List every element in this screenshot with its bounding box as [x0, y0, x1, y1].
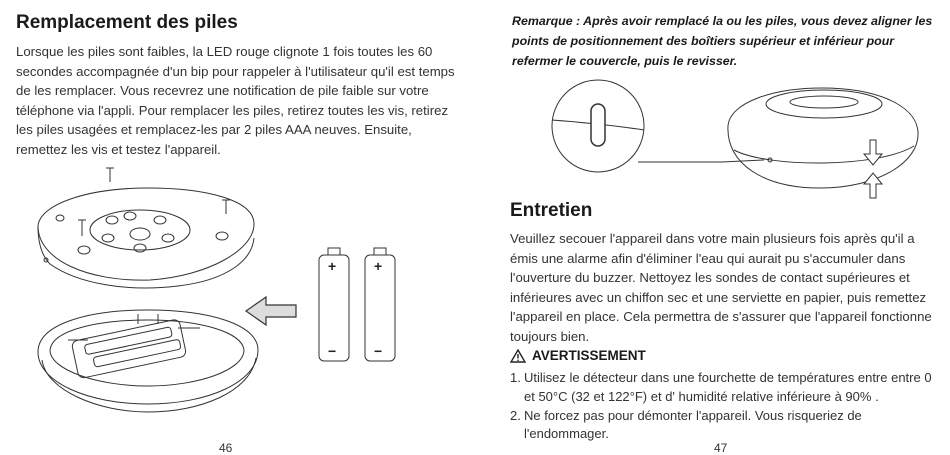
section-title-maintenance: Entretien [510, 200, 593, 221]
list-item-text: Utilisez le détecteur dans une fourchette de températures entre entre 0 et 50°C (32 et 122°F) et d' humidité relative inférieure à 90% . [524, 370, 932, 404]
battery-1-minus: − [328, 343, 337, 359]
right-page [490, 0, 950, 455]
device-disassembly-illustration [28, 164, 268, 426]
warning-heading [510, 348, 646, 363]
list-item-text: Ne forcez pas pour démonter l'appareil. Vous risqueriez de l'endommager. [524, 407, 862, 442]
list-item-number: 2. [510, 407, 521, 423]
page-number: 46 [219, 441, 233, 455]
maintenance-paragraph: Veuillez secouer l'appareil dans votre main plusieurs fois après qu'il a émis une alarme afin d'éliminer l'eau qui aurait pu s'accumuler dans l'ouverture du buzzer. Nettoyez les sondes de contact supérieures et inférieures avec un chiffon sec et une serviette en papier, puis remettez l'appareil en place. Cela permettra de s'assurer que l'appareil fonctionne toujours bien. [510, 231, 932, 344]
list-item [510, 407, 940, 445]
list-item [510, 369, 940, 407]
warning-list [510, 369, 940, 444]
page-number: 47 [714, 441, 728, 455]
battery-instructions-paragraph: Lorsque les piles sont faibles, la LED rouge clignote 1 fois toutes les 60 secondes accompagnée d'un bip pour rappeler à l'utilisateur qu'il est temps de les remplacer. Vous recevrez une notification de pile faible sur votre téléphone via l'appli. Pour remplacer les piles, retirez toutes les vis, retirez les piles usagées et remplacez-les par 2 piles AAA neuves. Ensuite, remettez les vis et testez l'appareil. [16, 44, 455, 157]
warning-triangle-icon [510, 349, 526, 363]
battery-2-plus: + [374, 258, 383, 274]
section-title-battery-replacement: Remplacement des piles [16, 12, 238, 33]
insert-arrow-icon [244, 294, 298, 328]
warning-title: AVERTISSEMENT [532, 348, 646, 363]
battery-1-plus: + [328, 258, 337, 274]
battery-2-minus: − [374, 343, 383, 359]
list-item-number: 1. [510, 370, 521, 385]
alignment-note: Remarque : Après avoir remplacé la ou les piles, vous devez aligner les points de positionnement des boîtiers supérieur et inférieur pour refermer le couvercle, puis le revisser. [512, 14, 933, 68]
alignment-illustration [538, 76, 928, 206]
